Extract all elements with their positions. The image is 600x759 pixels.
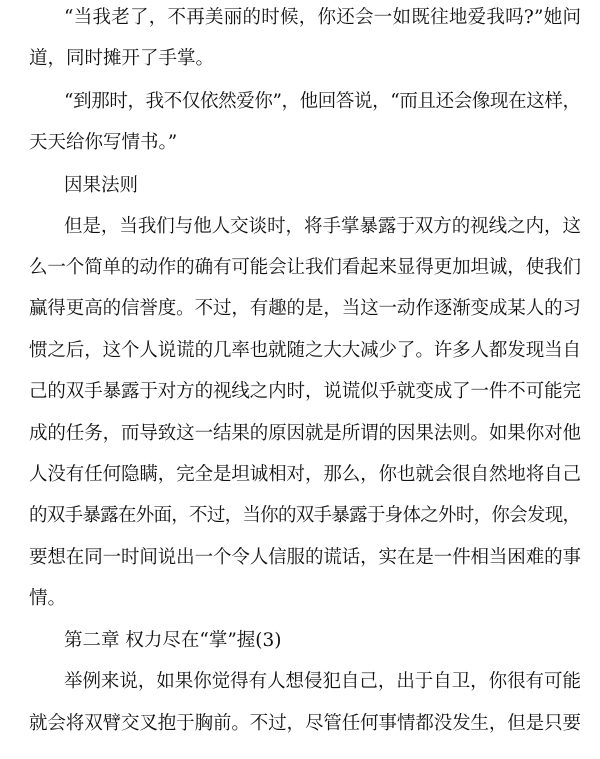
paragraph-3-line-1: 但是，当我们与他人交谈时，将手掌暴露于双方的视线之内，这 [64,216,581,237]
paragraph-2-line-2: 天天给你写情书。” [29,132,178,153]
paragraph-1-line-2: 道，同时摊开了手掌。 [29,48,215,69]
paragraph-3-line-8: 的双手暴露在外面，不过，当你的双手暴露于身体之外时，你会发现， [29,505,581,526]
section-heading-causality: 因果法则 [64,175,139,196]
paragraph-3-line-4: 惯之后，这个人说谎的几率也就随之大大减少了。许多人都发现当自 [29,340,581,361]
paragraph-3-line-5: 己的双手暴露于对方的视线之内时，说谎似乎就变成了一件不可能完 [29,381,581,402]
paragraph-3-line-2: 么一个简单的动作的确有可能会让我们看起来显得更加坦诚，使我们 [29,257,581,278]
paragraph-3-line-3: 赢得更高的信誉度。不过，有趣的是，当这一动作逐渐变成某人的习 [29,298,581,319]
paragraph-3-line-9: 要想在同一时间说出一个令人信服的谎话，实在是一件相当困难的事 [29,547,581,568]
paragraph-3-line-6: 成的任务，而导致这一结果的原因就是所谓的因果法则。如果你对他 [29,423,581,444]
paragraph-1-line-1: “当我老了，不再美丽的时候，你还会一如既往地爱我吗?”她问 [64,7,581,28]
paragraph-4-line-2: 就会将双臂交叉抱于胸前。不过，尽管任何事情都没发生，但是只要 [29,713,581,734]
paragraph-4-line-1: 举例来说，如果你觉得有人想侵犯自己，出于自卫，你很有可能 [64,671,581,692]
paragraph-2-line-1: “到那时，我不仅依然爱你”，他回答说，“而且还会像现在这样， [64,91,581,112]
paragraph-3-line-10: 情。 [29,588,67,609]
chapter-heading: 第二章 权力尽在“掌”握(3) [64,630,282,651]
paragraph-3-line-7: 人没有任何隐瞒，完全是坦诚相对，那么，你也就会很自然地将自己 [29,464,581,485]
